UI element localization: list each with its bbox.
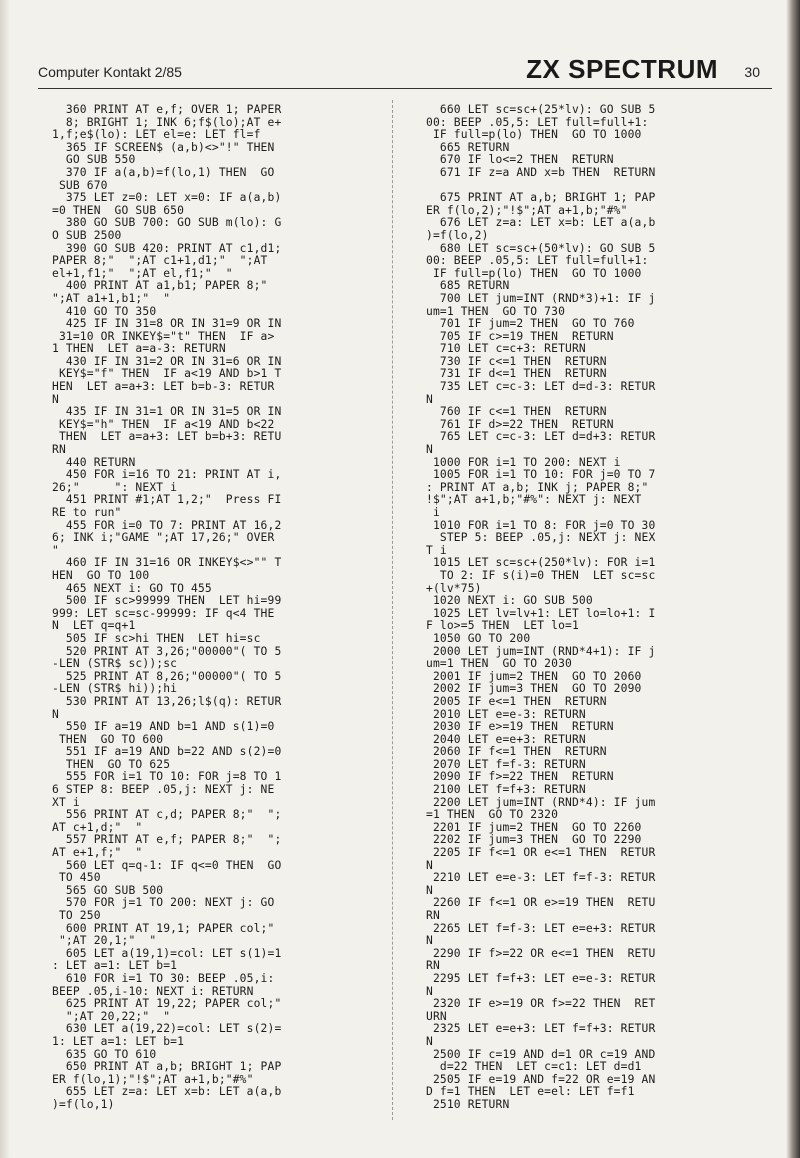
code-line: 2002 IF jum=3 THEN GO TO 2090	[426, 682, 642, 696]
code-line: N	[52, 707, 59, 721]
code-line: 2100 LET f=f+3: RETURN	[426, 783, 586, 797]
code-line: 700 LET jum=INT (RND*3)+1: IF j	[426, 291, 656, 305]
code-line: 1050 GO TO 200	[426, 631, 531, 645]
code-line: 380 GO SUB 700: GO SUB m(lo): G	[52, 216, 282, 230]
code-line: 2510 RETURN	[426, 1097, 510, 1111]
code-line: 500 IF sc>99999 THEN LET hi=99	[52, 594, 282, 608]
code-line: STEP 5: BEEP .05,j: NEXT j: NEX	[426, 531, 656, 545]
code-line: 6; INK i;"GAME ";AT 17,26;" OVER	[52, 531, 275, 545]
code-line: 530 PRINT AT 13,26;l$(q): RETUR	[52, 694, 282, 708]
code-line: PAPER 8;" ";AT c1+1,d1;" ";AT	[52, 254, 268, 268]
code-line: HEN GO TO 100	[52, 568, 150, 582]
code-line: 665 RETURN	[426, 140, 510, 154]
code-line: : PRINT AT a,b; INK j; PAPER 8;"	[426, 480, 649, 494]
code-line: THEN GO TO 625	[52, 757, 171, 771]
code-line: AT c+1,d;" "	[52, 820, 143, 834]
code-line: ER f(lo,1);"!$";AT a+1,b;"#%"	[52, 1072, 254, 1086]
code-line: um=1 THEN GO TO 730	[426, 304, 566, 318]
code-line: 1015 LET sc=sc+(250*lv): FOR i=1	[426, 556, 656, 570]
code-line: 410 GO TO 350	[52, 304, 157, 318]
code-line: SUB 670	[52, 178, 108, 192]
code-line: 2040 LET e=e+3: RETURN	[426, 732, 586, 746]
page-shadow-right	[786, 0, 800, 1158]
code-line: TO 450	[52, 871, 101, 885]
code-line: N	[426, 883, 433, 897]
code-line: 1000 FOR i=1 TO 200: NEXT i	[426, 455, 621, 469]
code-line: XT i	[52, 795, 80, 809]
code-line: 2201 IF jum=2 THEN GO TO 2260	[426, 820, 642, 834]
code-line: AT e+1,f;" "	[52, 846, 143, 860]
code-line: 525 PRINT AT 8,26;"00000"( TO 5	[52, 669, 282, 683]
code-line: N	[426, 934, 433, 948]
code-line: 701 IF jum=2 THEN GO TO 760	[426, 317, 635, 331]
code-line: THEN GO TO 600	[52, 732, 164, 746]
code-line: 2210 LET e=e-3: LET f=f-3: RETUR	[426, 871, 656, 885]
code-line: BEEP .05,i-10: NEXT i: RETURN	[52, 984, 254, 998]
code-line: 430 IF IN 31=2 OR IN 31=6 OR IN	[52, 354, 282, 368]
code-line: ER f(lo,2);"!$";AT a+1,b;"#%"	[426, 203, 628, 217]
listing-column-left	[52, 104, 372, 1112]
code-line: 610 FOR i=1 TO 30: BEEP .05,i:	[52, 971, 275, 985]
code-line: 671 IF z=a AND x=b THEN RETURN	[426, 165, 656, 179]
code-line: KEY$="f" THEN IF a<19 AND b>1 T	[52, 367, 282, 381]
code-line: 2060 IF f<=1 THEN RETURN	[426, 745, 607, 759]
code-line: 600 PRINT AT 19,1; PAPER col;"	[52, 921, 275, 935]
code-line: TO 2: IF s(i)=0 THEN LET sc=sc	[426, 568, 656, 582]
code-line: 2265 LET f=f-3: LET e=e+3: RETUR	[426, 921, 656, 935]
code-line: RN	[52, 443, 66, 457]
code-line: 2200 LET jum=INT (RND*4): IF jum	[426, 795, 656, 809]
code-line: 2001 IF jum=2 THEN GO TO 2060	[426, 669, 642, 683]
code-line: )=f(lo,1)	[52, 1097, 115, 1111]
code-line: RE to run"	[52, 506, 122, 519]
code-line: 2205 IF f<=1 OR e<=1 THEN RETUR	[426, 846, 656, 860]
code-line: ";AT 20,22;" "	[52, 1009, 171, 1023]
code-line: 365 IF SCREEN$ (a,b)<>"!" THEN	[52, 140, 275, 154]
code-line: 1: LET a=1: LET b=1	[52, 1034, 185, 1048]
code-line: 2325 LET e=e+3: LET f=f+3: RETUR	[426, 1022, 656, 1036]
code-line: 2500 IF c=19 AND d=1 OR c=19 AND	[426, 1047, 656, 1061]
code-line: 650 PRINT AT a,b; BRIGHT 1; PAP	[52, 1060, 282, 1074]
code-line: N	[426, 1034, 433, 1048]
code-line: 390 GO SUB 420: PRINT AT c1,d1;	[52, 241, 282, 255]
code-line: 520 PRINT AT 3,26;"00000"( TO 5	[52, 644, 282, 658]
code-line: 676 LET z=a: LET x=b: LET a(a,b	[426, 216, 656, 230]
code-line: 556 PRINT AT c,d; PAPER 8;" ";	[52, 808, 282, 822]
code-line: )=f(lo,2)	[426, 228, 489, 242]
code-line: 2010 LET e=e-3: RETURN	[426, 707, 586, 721]
code-line: =1 THEN GO TO 2320	[426, 808, 559, 822]
section-title: ZX SPECTRUM	[526, 54, 718, 84]
code-line: D f=1 THEN LET e=el: LET f=f1	[426, 1085, 635, 1099]
code-line: -LEN (STR$ hi));hi	[52, 682, 178, 696]
code-line: ";AT a1+1,b1;" "	[52, 291, 171, 305]
code-line: RN	[426, 909, 440, 922]
page-number: 30	[744, 64, 760, 80]
code-line: 370 IF a(a,b)=f(lo,1) THEN GO	[52, 165, 275, 179]
code-line: O SUB 2500	[52, 228, 122, 242]
code-line: 440 RETURN	[52, 455, 136, 469]
code-line: 675 PRINT AT a,b; BRIGHT 1; PAP	[426, 191, 656, 205]
code-line: 999: LET sc=sc-99999: IF q<4 THE	[52, 606, 275, 620]
code-line: 557 PRINT AT e,f; PAPER 8;" ";	[52, 833, 282, 847]
code-line: 655 LET z=a: LET x=b: LET a(a,b	[52, 1085, 282, 1099]
code-line: N	[426, 392, 433, 406]
code-line: 2030 IF e>=19 THEN RETURN	[426, 720, 614, 734]
code-line: d=22 THEN LET c=c1: LET d=d1	[426, 1060, 642, 1074]
code-line: el+1,f1;" ";AT el,f1;" "	[52, 266, 233, 280]
code-line: 451 PRINT #1;AT 1,2;" Press FI	[52, 493, 282, 507]
code-line: 560 LET q=q-1: IF q<=0 THEN GO	[52, 858, 282, 872]
code-line: N	[426, 858, 433, 872]
code-line: 625 PRINT AT 19,22; PAPER col;"	[52, 997, 282, 1011]
code-line: T i	[426, 543, 447, 557]
code-line: 555 FOR i=1 TO 10: FOR j=8 TO 1	[52, 770, 282, 784]
code-line: 31=10 OR INKEY$="t" THEN IF a>	[52, 329, 275, 343]
code-line: um=1 THEN GO TO 2030	[426, 657, 572, 671]
code-line: 2295 LET f=f+3: LET e=e-3: RETUR	[426, 971, 656, 985]
code-line: 685 RETURN	[426, 279, 510, 293]
code-line: 1020 NEXT i: GO SUB 500	[426, 594, 593, 608]
code-line: 761 IF d>=22 THEN RETURN	[426, 417, 614, 431]
code-line: 2090 IF f>=22 THEN RETURN	[426, 770, 614, 784]
code-line: !$";AT a+1,b;"#%": NEXT j: NEXT	[426, 493, 642, 507]
code-line: 505 IF sc>hi THEN LET hi=sc	[52, 631, 261, 645]
code-line: 630 LET a(19,22)=col: LET s(2)=	[52, 1022, 282, 1036]
code-line: 660 LET sc=sc+(25*lv): GO SUB 5	[426, 103, 656, 116]
code-line: 680 LET sc=sc+(50*lv): GO SUB 5	[426, 241, 656, 255]
code-line: URN	[426, 1009, 447, 1023]
code-line: 731 IF d<=1 THEN RETURN	[426, 367, 607, 381]
code-line: 1,f;e$(lo): LET el=e: LET fl=f	[52, 128, 261, 142]
code-line: 2070 LET f=f-3: RETURN	[426, 757, 586, 771]
code-line: 2260 IF f<=1 OR e>=19 THEN RETU	[426, 896, 656, 910]
code-line: 2000 LET jum=INT (RND*4+1): IF j	[426, 644, 656, 658]
code-line: 550 IF a=19 AND b=1 AND s(1)=0	[52, 720, 275, 734]
code-line: 460 IF IN 31=16 OR INKEY$<>"" T	[52, 556, 282, 570]
code-line: 400 PRINT AT a1,b1; PAPER 8;"	[52, 279, 282, 293]
code-line: 605 LET a(19,1)=col: LET s(1)=1	[52, 946, 282, 960]
page-header	[38, 52, 800, 86]
code-line: 705 IF c>=19 THEN RETURN	[426, 329, 614, 343]
code-line: 735 LET c=c-3: LET d=d-3: RETUR	[426, 380, 656, 394]
code-line: 6 STEP 8: BEEP .05,j: NEXT j: NE	[52, 783, 275, 797]
code-line: 2202 IF jum=3 THEN GO TO 2290	[426, 833, 642, 847]
code-line: 360 PRINT AT e,f; OVER 1; PAPER	[52, 103, 282, 116]
code-line: HEN LET a=a+3: LET b=b-3: RETUR	[52, 380, 275, 394]
magazine-issue: Computer Kontakt 2/85	[38, 64, 182, 80]
code-line: N	[426, 984, 433, 998]
code-line: 2505 IF e=19 AND f=22 OR e=19 AN	[426, 1072, 656, 1086]
code-line: "	[52, 543, 59, 557]
header-rule	[38, 88, 772, 89]
code-line: 1010 FOR i=1 TO 8: FOR j=0 TO 30	[426, 518, 656, 532]
code-line: IF full=p(lo) THEN GO TO 1000	[426, 128, 642, 142]
code-line: 2290 IF f>=22 OR e<=1 THEN RETU	[426, 946, 656, 960]
code-line: 1 THEN LET a=a-3: RETURN	[52, 342, 226, 356]
code-line: 2005 IF e<=1 THEN RETURN	[426, 694, 607, 708]
code-line: N	[426, 443, 433, 457]
code-line: : LET a=1: LET b=1	[52, 959, 178, 973]
code-line: 765 LET c=c-3: LET d=d+3: RETUR	[426, 430, 656, 444]
code-line: 760 IF c<=1 THEN RETURN	[426, 405, 607, 419]
code-line: 2320 IF e>=19 OR f>=22 THEN RET	[426, 997, 656, 1011]
code-line: =0 THEN GO SUB 650	[52, 203, 185, 217]
code-line: RN	[426, 959, 440, 973]
code-line: 565 GO SUB 500	[52, 883, 164, 897]
code-line: 435 IF IN 31=1 OR IN 31=5 OR IN	[52, 405, 282, 419]
code-line: F lo>=5 THEN LET lo=1	[426, 619, 579, 633]
code-line: KEY$="h" THEN IF a<19 AND b<22	[52, 417, 275, 431]
code-line: TO 250	[52, 909, 101, 922]
code-line: ";AT 20,1;" "	[52, 934, 157, 948]
code-line: 570 FOR j=1 TO 200: NEXT j: GO	[52, 896, 275, 910]
page-shadow-left	[0, 0, 10, 1158]
code-line: 00: BEEP .05,5: LET full=full+1:	[426, 254, 649, 268]
code-line: +(lv*75)	[426, 581, 482, 595]
code-line: 455 FOR i=0 TO 7: PRINT AT 16,2	[52, 518, 282, 532]
code-line: GO SUB 550	[52, 153, 136, 167]
listing-column-right	[426, 104, 756, 1112]
code-line: THEN LET a=a+3: LET b=b+3: RETU	[52, 430, 282, 444]
column-divider	[392, 100, 393, 1120]
code-line: 551 IF a=19 AND b=22 AND s(2)=0	[52, 745, 282, 759]
code-line: 26;" ": NEXT i	[52, 480, 178, 494]
code-line: 1025 LET lv=lv+1: LET lo=lo+1: I	[426, 606, 656, 620]
code-line: 450 FOR i=16 TO 21: PRINT AT i,	[52, 468, 282, 482]
code-line: 1005 FOR i=1 TO 10: FOR j=0 TO 7	[426, 468, 656, 482]
code-line: 635 GO TO 610	[52, 1047, 157, 1061]
code-line: 375 LET z=0: LET x=0: IF a(a,b)	[52, 191, 282, 205]
code-line: -LEN (STR$ sc));sc	[52, 657, 178, 671]
code-line: 710 LET c=c+3: RETURN	[426, 342, 586, 356]
code-line: 730 IF c<=1 THEN RETURN	[426, 354, 607, 368]
code-line: IF full=p(lo) THEN GO TO 1000	[426, 266, 642, 280]
code-line: 00: BEEP .05,5: LET full=full+1:	[426, 115, 649, 129]
code-line: 465 NEXT i: GO TO 455	[52, 581, 212, 595]
code-line: 8; BRIGHT 1; INK 6;f$(lo);AT e+	[52, 115, 282, 129]
code-line: i	[426, 506, 440, 519]
code-line: 670 IF lo<=2 THEN RETURN	[426, 153, 614, 167]
code-line: 425 IF IN 31=8 OR IN 31=9 OR IN	[52, 317, 282, 331]
code-line: N LET q=q+1	[52, 619, 136, 633]
code-line: N	[52, 392, 59, 406]
